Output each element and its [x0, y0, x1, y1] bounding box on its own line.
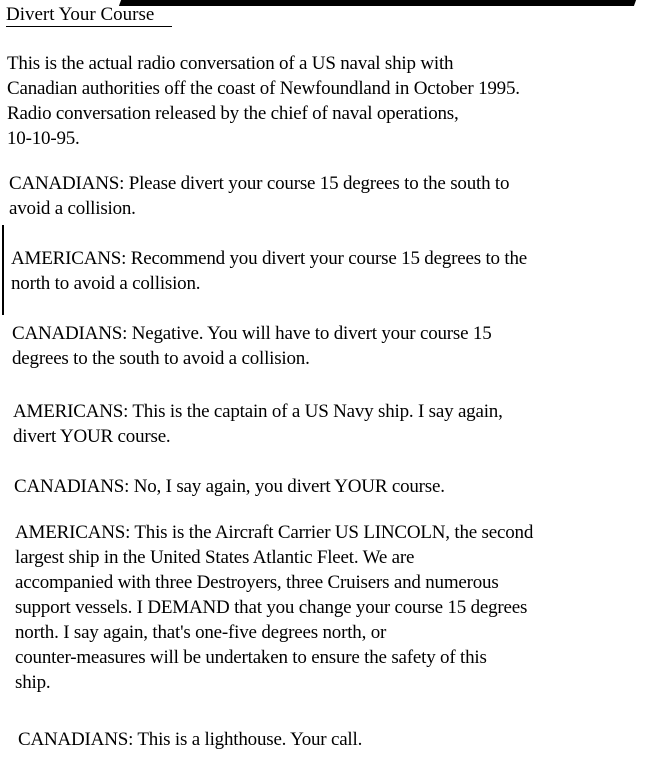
dialogue-americans-3: AMERICANS: This is the Aircraft Carrier US LINCOLN, the second largest ship in the United States Atlantic Fleet. We are accompanied with three Destroyers, three Cruisers and numerous support vessels. I DEMAND that you change your course 15 degrees north. I say again, that's one-five degrees north, or counter-measures will be undertaken to ensure the safety of this ship. [15, 522, 534, 693]
dialogue-canadians-3: CANADIANS: No, I say again, you divert YOUR course. [14, 476, 445, 497]
document-title: Divert Your Course [6, 4, 172, 27]
scan-edge-left [2, 225, 4, 315]
dialogue-americans-1: AMERICANS: Recommend you divert your course 15 degrees to the north to avoid a collision. [11, 248, 528, 294]
dialogue-canadians-1: CANADIANS: Please divert your course 15 degrees to the south to avoid a collision. [9, 173, 510, 219]
intro-paragraph: This is the actual radio conversation of a US naval ship with Canadian authorities off the coast of Newfoundland in October 1995. Radio conversation released by the chief of naval operations, 10-10-95. [7, 53, 520, 149]
dialogue-canadians-2: CANADIANS: Negative. You will have to divert your course 15 degrees to the south to avoid a collision. [12, 323, 492, 369]
dialogue-americans-2: AMERICANS: This is the captain of a US Navy ship. I say again, divert YOUR course. [13, 401, 503, 447]
dialogue-canadians-4: CANADIANS: This is a lighthouse. Your call. [18, 729, 363, 750]
scan-edge-top [119, 0, 636, 6]
